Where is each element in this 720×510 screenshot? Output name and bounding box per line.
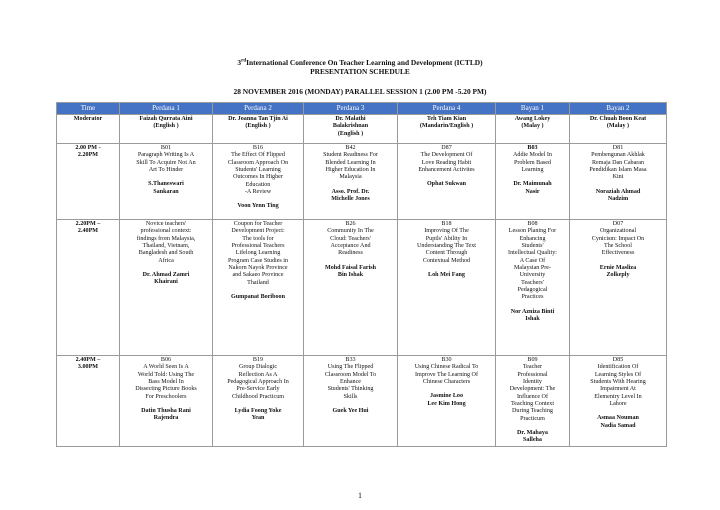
header-row — [57, 103, 667, 115]
paper-code: D81 — [612, 145, 624, 151]
paper-title: Intellectual Quality: — [508, 250, 557, 257]
paper-title: Enhancing — [519, 235, 546, 242]
paper-title: Enhancement Activites — [418, 167, 475, 174]
paper-title: Dissecting Picture Books — [135, 386, 197, 393]
moderator-cell — [398, 115, 496, 144]
presenter-name: Jasmine Loo — [429, 393, 463, 400]
presenter-name: Loh Mei Fang — [428, 272, 465, 279]
paper-title: University — [519, 272, 546, 279]
paper-title: Student Readiness For — [323, 152, 378, 159]
paper-title: Impairment At — [600, 386, 636, 393]
time-slot — [57, 144, 120, 220]
paper-title: The tools for — [242, 235, 274, 242]
paper-title: Malaysian Pre- — [513, 265, 552, 272]
spacer — [497, 174, 568, 181]
paper-title: Teachers' — [521, 279, 544, 286]
moderator-name: (Mandarin/English ) — [419, 123, 474, 130]
presenter-name: Ernie Masliza — [599, 264, 637, 271]
paper-code: B03 — [527, 145, 538, 151]
presenter-name: Yean — [251, 415, 265, 422]
paper-code: B06 — [160, 357, 172, 363]
paper-title: Pupils' Ability In — [425, 235, 468, 242]
paper-title: Chinese Characters — [422, 379, 471, 386]
paper-title: Lahore — [609, 401, 627, 408]
paper-title: Lesson Planing For — [508, 228, 557, 235]
paper-title: A World Seen Is A — [143, 364, 189, 371]
moderator-name: Dr. Joanna Tan Tjin Ai — [228, 116, 288, 122]
spacer — [305, 258, 396, 265]
col-header-perdana-1: Perdana 1 — [120, 103, 213, 115]
paper-title: World Told: Using The — [137, 371, 195, 378]
presentation-cell — [398, 144, 496, 220]
time-text: 3.00PM — [77, 364, 99, 371]
presenter-name: Gumpanat Boriboon — [230, 294, 285, 301]
paper-title: and Sakaeo Province — [232, 272, 284, 279]
spacer — [497, 423, 568, 430]
paper-code: B30 — [441, 357, 452, 363]
paper-title: Content Through — [425, 250, 468, 257]
paper-title: Love Reading Habit — [421, 159, 472, 166]
col-header-perdana-3: Perdana 3 — [304, 103, 398, 115]
paper-title: Practices — [521, 294, 544, 301]
paper-code: B08 — [527, 221, 538, 227]
paper-title: Effectiveness — [601, 250, 635, 257]
moderator-row — [57, 115, 667, 144]
paper-title: Kini — [612, 174, 624, 181]
presenter-name: Dr. Ahmad Zamri — [142, 272, 190, 279]
paper-code: B19 — [252, 357, 264, 363]
presentation-cell — [120, 220, 213, 356]
paper-title: Learning — [521, 167, 544, 174]
paper-code: B26 — [345, 221, 356, 227]
presentation-cell — [496, 220, 570, 356]
moderator-cell — [496, 115, 570, 144]
paper-title: Classroom Approach On — [227, 159, 289, 166]
presentation-cell — [496, 144, 570, 220]
paper-title: Pembengunan Akhlak — [591, 152, 645, 159]
paper-title: Art To Hinder — [148, 167, 184, 174]
paper-title: Remaja Dan Cabaran — [591, 159, 645, 166]
presentation-cell — [213, 356, 304, 447]
col-header-time: Time — [57, 103, 120, 115]
presenter-name: Salleha — [523, 437, 542, 444]
presenter-name: Khairani — [154, 279, 178, 286]
paper-code: B42 — [345, 145, 356, 151]
moderator-cell — [570, 115, 667, 144]
spacer — [121, 401, 211, 408]
time-slot — [57, 356, 120, 447]
paper-title: The Development Of — [420, 152, 473, 159]
presenter-name: Michelle Jones — [331, 196, 370, 203]
paper-title: Pendidikan Islam Masa — [589, 167, 647, 174]
paper-title: Students With Hearing — [590, 379, 646, 386]
paper-title: Cloud: Teachers' — [330, 235, 371, 242]
paper-title: Classroom Model To — [324, 371, 377, 378]
session-row — [57, 144, 667, 220]
spacer — [305, 401, 396, 408]
presentation-cell — [570, 144, 667, 220]
paper-title: Outcomes In Higher — [233, 174, 283, 181]
moderator-name: Dr. Malathi — [335, 116, 366, 122]
presenter-name: Guek Yee Hui — [332, 408, 369, 415]
moderator-name: Faizah Qurrata Aini — [139, 116, 193, 122]
presenter-name: Nadzim — [607, 196, 629, 203]
paper-title: Africa — [158, 257, 174, 264]
paper-title: Childhood Practicum — [232, 393, 284, 400]
paper-title: Cynicism: Impact On — [591, 235, 645, 242]
paper-title: -A Review — [244, 189, 272, 196]
paper-title: Students' — [521, 243, 544, 250]
spacer — [214, 196, 302, 203]
moderator-name: Awang Lokey — [514, 116, 551, 122]
presentation-cell — [120, 356, 213, 447]
schedule-table — [56, 102, 667, 447]
paper-title: Skill To Acquire Not An — [136, 159, 196, 166]
spacer — [497, 302, 568, 309]
time-text: 2.40PM – — [75, 357, 101, 363]
paper-title: Students' Learning — [235, 167, 281, 174]
time-text: 2.00 PM - — [75, 145, 101, 151]
col-header-perdana-2: Perdana 2 — [213, 103, 304, 115]
moderator-cell — [304, 115, 398, 144]
presentation-cell — [496, 356, 570, 447]
paper-title: Blended Learning In — [325, 159, 376, 166]
paper-title: Improving Of The — [424, 228, 469, 235]
paper-title: Practicum — [520, 415, 545, 422]
session-row — [57, 356, 667, 447]
paper-title: Teaching Context — [510, 401, 555, 408]
paper-title: Paragraph Writing Is A — [137, 152, 195, 159]
presenter-name: Sankaran — [153, 188, 179, 195]
paper-title: Skills — [343, 393, 358, 400]
col-header-bayan-1: Bayan 1 — [496, 103, 570, 115]
paper-title: Education — [245, 181, 271, 188]
presenter-name: Mohd Faisal Farish — [324, 264, 377, 271]
presenter-name: Ishak — [525, 316, 540, 323]
presenter-name: Voon Yenn Ting — [237, 203, 279, 210]
paper-title: Influence Of — [517, 393, 548, 400]
paper-code: B09 — [527, 357, 538, 363]
col-header-bayan-2: Bayan 2 — [570, 103, 667, 115]
spacer — [121, 265, 211, 272]
paper-code: B18 — [441, 221, 452, 227]
paper-title: Organizational — [599, 228, 637, 235]
presenter-name: Datin Thusha Rani — [141, 408, 191, 415]
presentation-cell — [570, 220, 667, 356]
paper-title: Development: The — [509, 386, 556, 393]
time-slot — [57, 220, 120, 356]
spacer — [571, 408, 665, 415]
presenter-name: Dr. Maimunah — [513, 181, 552, 188]
presenter-name: Lee Kim Hong — [427, 400, 466, 407]
paper-title: Identification Of — [597, 364, 639, 371]
paper-code: D85 — [612, 357, 624, 363]
presenter-name: Asso. Prof. Dr. — [331, 188, 370, 195]
spacer — [121, 174, 211, 181]
session-row — [57, 220, 667, 356]
moderator-name: (Malay ) — [521, 123, 544, 130]
paper-title: Addie Model In — [513, 152, 552, 159]
presenter-name: S.Thaneswari — [148, 181, 184, 188]
paper-title: For Preschoolers — [145, 393, 187, 400]
moderator-name: Dr. Chuah Boon Keat — [589, 116, 647, 122]
spacer — [571, 258, 665, 265]
presenter-name: Nadia Samad — [600, 422, 636, 429]
paper-title: Professional — [517, 371, 548, 378]
spacer — [214, 287, 302, 294]
col-header-perdana-4: Perdana 4 — [398, 103, 496, 115]
paper-title: Development Project: — [231, 228, 285, 235]
paper-title: Understanding The Text — [417, 243, 476, 250]
presenter-name: Ophat Sukwan — [426, 181, 467, 188]
spacer — [399, 174, 494, 181]
conference-title: 3rdInternational Conference On Teacher Learning and Development (ICTLD) — [237, 58, 483, 67]
presentation-cell — [120, 144, 213, 220]
moderator-name: Teh Tiam Kian — [426, 116, 467, 122]
moderator-label: Moderator — [57, 115, 120, 144]
spacer — [399, 386, 494, 393]
paper-title: Bangladesh and South — [138, 250, 194, 257]
paper-title: Reflection As A — [238, 371, 278, 378]
presenter-name: Lydia Foong Yoke — [234, 408, 282, 415]
paper-title: Thailand — [247, 279, 269, 286]
moderator-name: (English ) — [153, 123, 179, 130]
presenter-name: Dr. Mahaya — [517, 430, 548, 437]
presentation-cell — [213, 220, 304, 356]
moderator-name: Balakrishnan — [332, 123, 369, 130]
spacer — [399, 265, 494, 272]
paper-title: Higher Education In — [325, 167, 376, 174]
presenter-name: Bin Ishak — [337, 272, 364, 279]
presentation-cell — [304, 220, 398, 356]
paper-title: Thailand, Vietnam, — [142, 243, 190, 250]
session-heading: 28 NOVEMBER 2016 (MONDAY) PARALLEL SESSION 1 (2.00 PM -5.20 PM) — [233, 87, 487, 96]
paper-title: Pedagogical Approach In — [227, 379, 289, 386]
paper-title: Using The Flipped — [327, 364, 374, 371]
paper-title: The Effect Of Flipped — [231, 152, 285, 159]
paper-title: Contextual Method — [422, 257, 471, 264]
moderator-name: (Malay ) — [606, 123, 630, 130]
paper-title: Teacher — [522, 364, 543, 371]
paper-code: B16 — [252, 145, 264, 151]
time-text: 2.20PM — [77, 152, 99, 159]
spacer — [214, 401, 302, 408]
paper-title: Using Chinese Radical To — [414, 364, 479, 371]
paper-title: Elementry Level In — [594, 393, 642, 400]
paper-title: professional context: — [140, 228, 192, 235]
presentation-cell — [398, 220, 496, 356]
moderator-cell — [213, 115, 304, 144]
paper-title: Novice teachers' — [145, 221, 187, 227]
paper-code: D87 — [441, 145, 452, 151]
paper-title: Lifelong Learning — [235, 250, 281, 257]
paper-title: The School — [604, 243, 632, 250]
presenter-name: Asmaa Nouman — [597, 415, 639, 422]
presentation-cell — [398, 356, 496, 447]
presenter-name: Nor Azniza Binti — [510, 308, 555, 315]
paper-title: Program Case Studies in — [227, 257, 289, 264]
paper-title: Community In The — [327, 228, 374, 235]
page-number: 1 — [358, 491, 362, 500]
spacer — [571, 182, 665, 189]
paper-title: Identity — [523, 379, 542, 386]
presenter-name: Rajendra — [153, 415, 179, 422]
paper-title: Improve The Learning Of — [414, 371, 478, 378]
paper-title: Acceptance And — [330, 243, 371, 250]
schedule-subtitle: PRESENTATION SCHEDULE — [310, 67, 410, 76]
paper-title: Readiness — [338, 250, 363, 257]
presenter-name: Nasir — [525, 188, 540, 195]
paper-title: findings from Malaysia, — [136, 235, 196, 242]
paper-title: Coupon for Teacher — [233, 221, 283, 227]
paper-title: Students' Thinking — [327, 386, 374, 393]
paper-title: Professional Teachers — [231, 243, 285, 250]
paper-title: Pedagogical — [517, 287, 548, 294]
paper-code: B01 — [160, 145, 172, 151]
paper-code: D07 — [612, 221, 624, 227]
time-text: 2.40PM — [77, 228, 99, 235]
spacer — [305, 182, 396, 189]
paper-title: Bass Model In — [148, 379, 184, 386]
presenter-name: Noraziah Ahmad — [595, 188, 641, 195]
presenter-name: Zolkeply — [606, 272, 630, 279]
paper-title: Learning Styles Of — [594, 371, 642, 378]
moderator-name: (English ) — [245, 123, 271, 130]
moderator-cell — [120, 115, 213, 144]
paper-title: Problem Based — [513, 159, 552, 166]
paper-title: Pre-Service Early — [236, 386, 280, 393]
paper-title: A Case Of — [519, 257, 546, 264]
presentation-cell — [304, 356, 398, 447]
paper-title: Enhance — [340, 379, 361, 386]
moderator-name: (English ) — [337, 130, 364, 137]
presentation-cell — [304, 144, 398, 220]
paper-title: Group Dialogic — [238, 364, 278, 371]
paper-title: Nakorn Nayok Province — [228, 265, 288, 272]
paper-title: During Teaching — [512, 408, 553, 415]
paper-title: Malaysia — [339, 174, 362, 181]
presentation-cell — [570, 356, 667, 447]
presentation-cell — [213, 144, 304, 220]
time-text: 2.20PM – — [75, 221, 101, 227]
paper-code: B33 — [345, 357, 356, 363]
